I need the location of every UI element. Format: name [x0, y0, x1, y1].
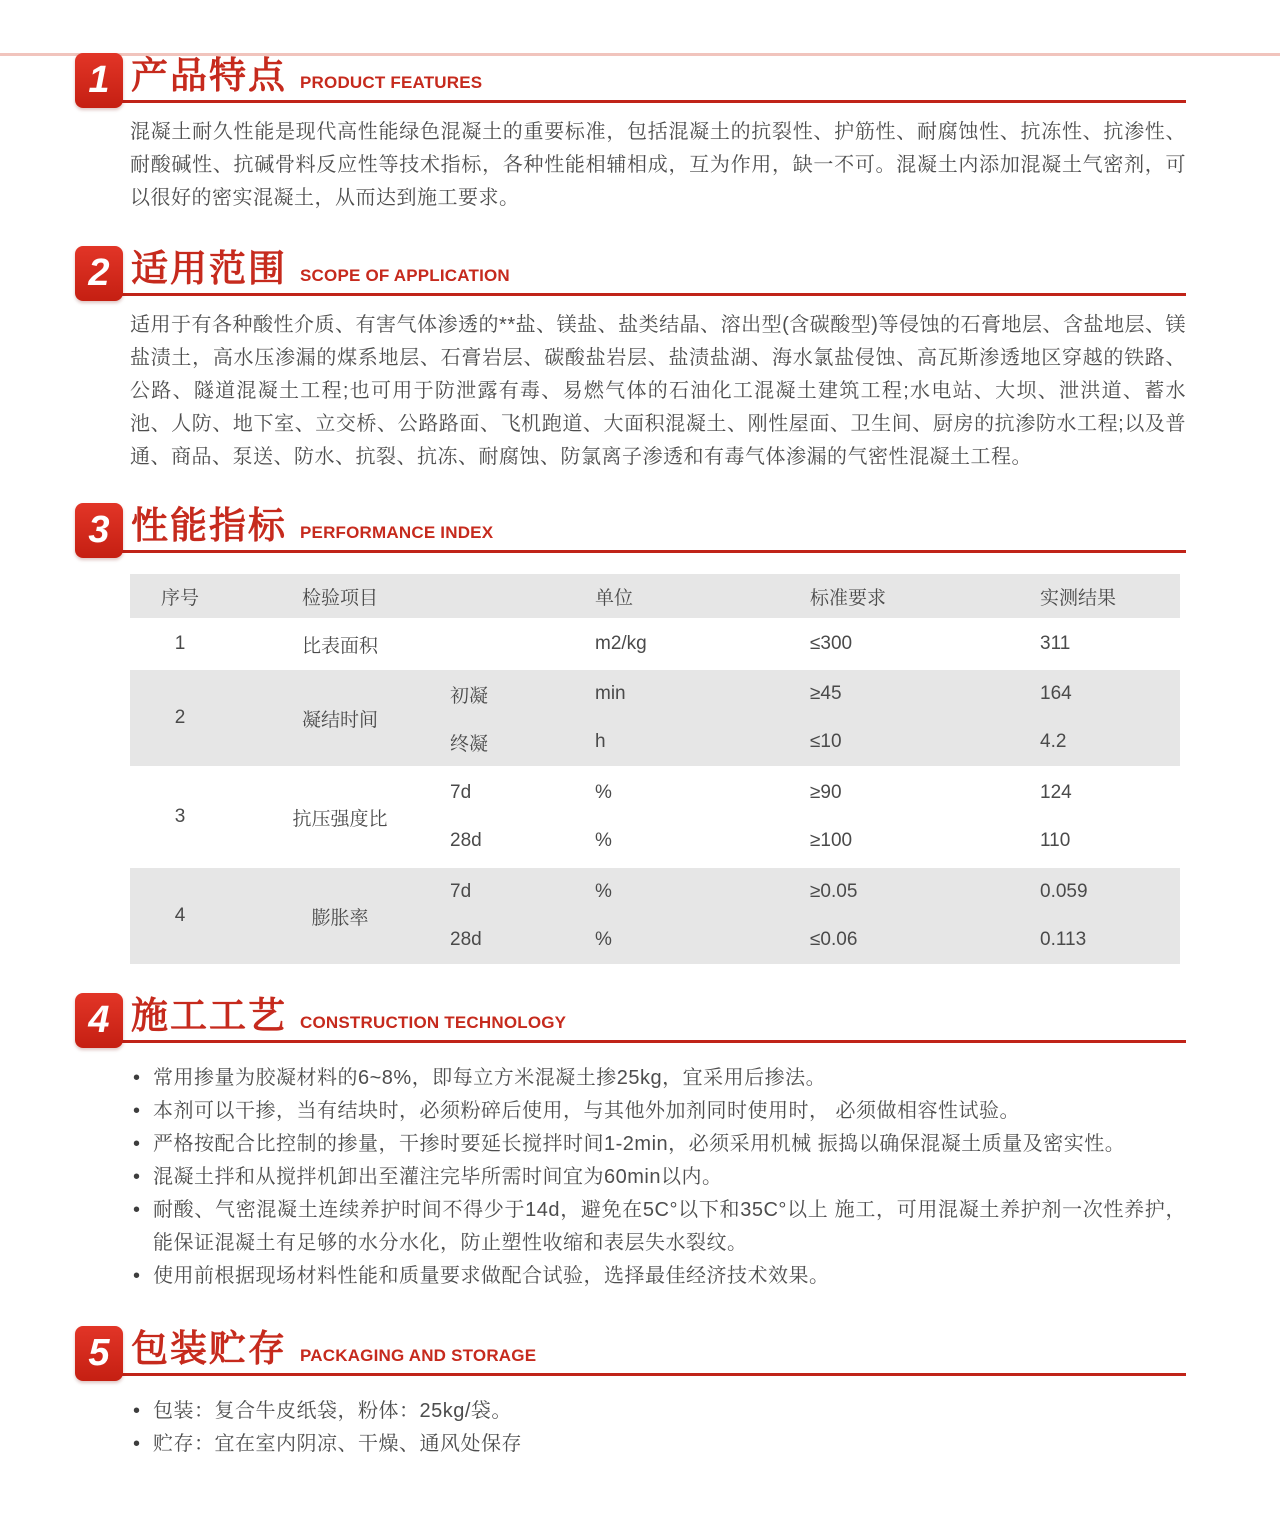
section-scope-number-badge [75, 246, 123, 301]
section-number: 1 [88, 59, 110, 101]
section-features-subtitle: PRODUCT FEATURES [300, 73, 483, 92]
cell-item: 抗压强度比 [292, 808, 388, 830]
cell-sub: 7d [450, 881, 472, 902]
list-item: • 混凝土拌和从搅拌机卸出至灌注完毕所需时间宜为60min以内。 [133, 1161, 1186, 1194]
list-item: • 耐酸、气密混凝土连续养护时间不得少于14d，避免在5C°以下和35C°以上 施工，可用混凝土养护剂一次性养护，能保证混凝土有足够的水分水化，防止塑性收缩和表层失水裂纹。 [133, 1194, 1186, 1260]
section-construction-number-badge [75, 993, 123, 1048]
cell-standard: ≥0.05 [810, 881, 858, 902]
packaging-bullet-list [133, 1395, 1186, 1461]
header-cell-unit: 单位 [595, 587, 634, 609]
cell-result: 110 [1040, 830, 1071, 851]
cell-standard: ≥90 [810, 782, 842, 803]
header-cell-no: 序号 [160, 587, 199, 609]
section-performance-header [75, 500, 1186, 554]
cell-unit: % [595, 881, 612, 902]
cell-sub: 28d [450, 830, 482, 851]
section-number: 3 [88, 509, 110, 551]
cell-standard: ≤10 [810, 731, 842, 752]
section-features-number-badge [75, 53, 123, 108]
cell-unit: % [595, 830, 612, 851]
header-cell-standard: 标准要求 [810, 587, 887, 609]
cell-unit: % [595, 929, 612, 950]
section-performance-title: 性能指标 [131, 505, 287, 546]
section-features-underline [77, 100, 1186, 103]
section-construction-subtitle: CONSTRUCTION TECHNOLOGY [300, 1013, 567, 1032]
cell-item: 凝结时间 [301, 709, 378, 731]
section-construction-title: 施工工艺 [131, 995, 287, 1036]
bullet-icon: • [133, 1265, 141, 1287]
bullet-icon: • [133, 1133, 141, 1155]
section-packaging-title: 包装贮存 [131, 1328, 287, 1369]
cell-unit: % [595, 782, 612, 803]
table-row-expansion-rate [130, 868, 1180, 964]
table-row-compressive-strength-ratio [130, 769, 1180, 865]
header-cell-item: 检验项目 [301, 587, 378, 609]
cell-unit: min [595, 683, 626, 704]
section-scope-title: 适用范围 [131, 248, 287, 289]
cell-result: 311 [1040, 633, 1071, 654]
cell-unit: h [595, 731, 606, 752]
performance-table [130, 574, 1180, 964]
cell-no: 3 [174, 806, 186, 827]
section-construction-underline [77, 1040, 1186, 1043]
header-cell-result: 实测结果 [1040, 587, 1117, 609]
cell-sub: 28d [450, 929, 482, 950]
section-features-title: 产品特点 [131, 55, 287, 96]
bullet-icon: • [133, 1100, 141, 1122]
section-number: 5 [88, 1332, 110, 1374]
features-paragraph: 混凝土耐久性能是现代高性能绿色混凝土的重要标准，包括混凝土的抗裂性、护筋性、耐腐蚀性、抗冻性、抗渗性、耐酸碱性、抗碱骨料反应性等技术指标，各种性能相辅相成，互为作用，缺一不可。混凝土内添加混凝土气密剂，可以很好的密实混凝土，从而达到施工要求。 [130, 121, 1186, 209]
section-packaging-header [75, 1323, 1186, 1377]
section-scope-subtitle: SCOPE OF APPLICATION [300, 266, 510, 285]
bullet-icon: • [133, 1433, 141, 1455]
cell-no: 4 [174, 905, 186, 926]
bullet-icon: • [133, 1199, 141, 1221]
performance-table-header-row [130, 574, 1180, 618]
section-performance-underline [77, 550, 1186, 553]
bullet-icon: • [133, 1166, 141, 1188]
list-item: • 贮存：宜在室内阴凉、干燥、通风处保存 [133, 1428, 1186, 1461]
section-packaging-subtitle: PACKAGING AND STORAGE [300, 1346, 537, 1365]
section-scope-header [75, 243, 1186, 297]
list-item: • 使用前根据现场材料性能和质量要求做配合试验，选择最佳经济技术效果。 [133, 1260, 1186, 1293]
section-packaging-underline [77, 1373, 1186, 1376]
cell-no: 1 [174, 633, 186, 654]
section-number: 2 [88, 252, 110, 294]
bullet-icon: • [133, 1400, 141, 1422]
cell-standard: ≥45 [810, 683, 842, 704]
section-performance-number-badge [75, 503, 123, 558]
cell-result: 0.113 [1040, 929, 1087, 950]
product-datasheet-page [0, 50, 1280, 1534]
cell-sub: 终凝 [450, 733, 489, 755]
list-item: • 本剂可以干掺，当有结块时，必须粉碎后使用，与其他外加剂同时使用时， 必须做相容性试验。 [133, 1095, 1186, 1128]
cell-sub: 初凝 [450, 685, 489, 707]
section-performance-subtitle: PERFORMANCE INDEX [300, 523, 494, 542]
section-scope-underline [77, 293, 1186, 296]
bullet-icon: • [133, 1067, 141, 1089]
section-construction-header [75, 990, 1186, 1044]
cell-item: 比表面积 [301, 635, 378, 657]
list-item: • 包装：复合牛皮纸袋，粉体：25kg/袋。 [133, 1395, 1186, 1428]
cell-standard: ≥100 [810, 830, 853, 851]
cell-standard: ≤0.06 [810, 929, 858, 950]
section-packaging-number-badge [75, 1326, 123, 1381]
table-row-surface-area [130, 621, 1180, 667]
cell-sub: 7d [450, 782, 472, 803]
cell-result: 164 [1040, 683, 1072, 704]
cell-unit: m2/kg [595, 633, 647, 654]
cell-result: 0.059 [1040, 881, 1088, 902]
section-number: 4 [88, 999, 110, 1041]
list-item: • 严格按配合比控制的掺量，干掺时要延长搅拌时间1-2min，必须采用机械 振捣以确保混凝土质量及密实性。 [133, 1128, 1186, 1161]
construction-bullet-list [133, 1062, 1186, 1293]
scope-paragraph: 适用于有各种酸性介质、有害气体渗透的**盐、镁盐、盐类结晶、溶出型(含碳酸型)等侵蚀的石膏地层、含盐地层、镁盐渍土，高水压渗漏的煤系地层、石膏岩层、碳酸盐岩层、盐渍盐湖、海水氯盐侵蚀、高瓦斯渗透地区穿越的铁路、公路、隧道混凝土工程;也可用于防泄露有毒、易燃气体的石油化工混凝土建筑工程;水电站、大坝、泄洪道、蓄水池、人防、地下室、立交桥、公路路面、飞机跑道、大面积混凝土、刚性屋面、卫生间、厨房的抗渗防水工程;以及普通、商品、泵送、防水、抗裂、抗冻、耐腐蚀、防氯离子渗透和有毒气体渗漏的气密性混凝土工程。 [130, 314, 1186, 468]
list-item: • 常用掺量为胶凝材料的6~8%，即每立方米混凝土掺25kg，宜采用后掺法。 [133, 1062, 1186, 1095]
cell-no: 2 [174, 707, 186, 728]
cell-result: 4.2 [1040, 731, 1067, 752]
cell-standard: ≤300 [810, 633, 853, 654]
cell-result: 124 [1040, 782, 1072, 803]
table-row-setting-time [130, 670, 1180, 766]
cell-item: 膨胀率 [311, 907, 369, 929]
section-features-header [75, 50, 1186, 104]
